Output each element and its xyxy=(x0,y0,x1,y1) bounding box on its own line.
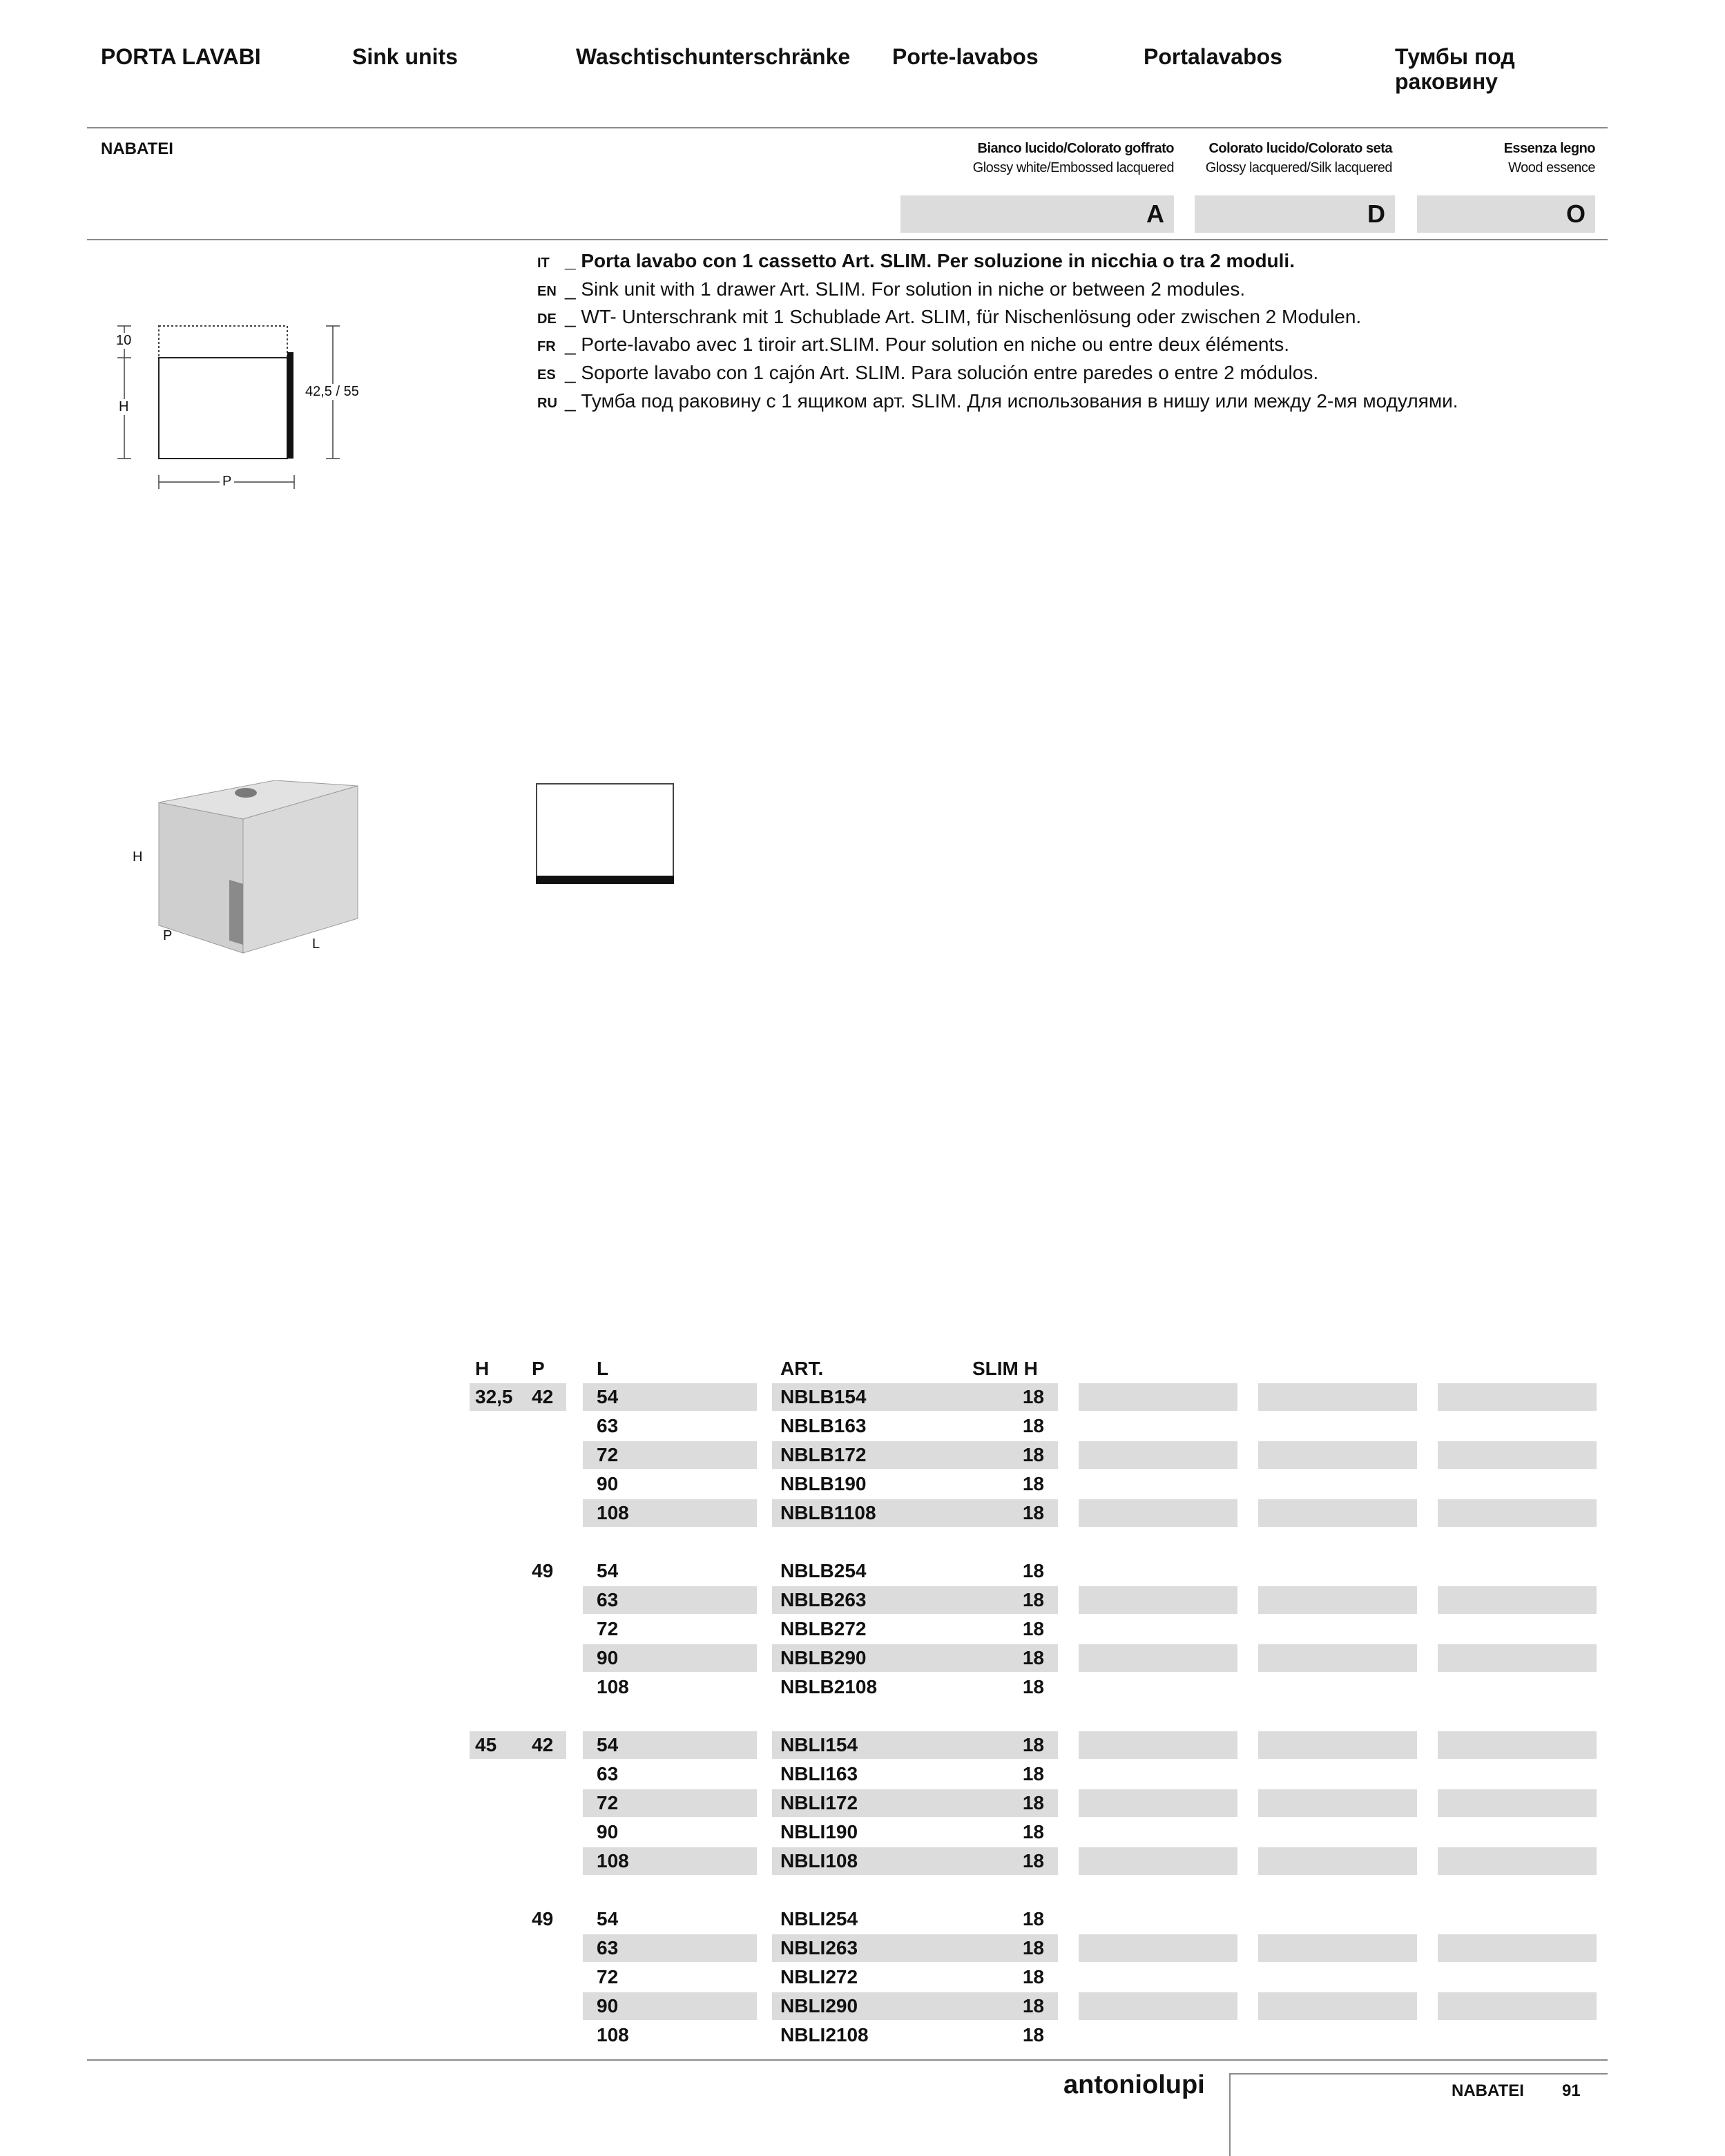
lang-sep: _ xyxy=(565,334,581,355)
cell-art: NBLI172 xyxy=(780,1792,858,1813)
lang-code: EN xyxy=(537,284,557,299)
cell-art: NBLB154 xyxy=(780,1386,867,1407)
section-name: NABATEI xyxy=(101,139,173,158)
dimension-h: H xyxy=(119,399,129,414)
cell-art: NBLB254 xyxy=(780,1560,867,1581)
row-shade xyxy=(1079,1441,1237,1469)
footer-box xyxy=(1229,2073,1608,2156)
product-render xyxy=(124,780,373,960)
row-shade xyxy=(1258,1441,1417,1469)
cell-art: NBLI290 xyxy=(780,1995,858,2017)
cell-art: NBLB172 xyxy=(780,1444,867,1465)
row-shade xyxy=(1258,1789,1417,1817)
cell-art: NBLB290 xyxy=(780,1647,867,1668)
side-view-drawing xyxy=(110,318,387,497)
cell-slim: 18 xyxy=(1022,1908,1044,1929)
cell-l: 54 xyxy=(597,1734,619,1755)
cell-slim: 18 xyxy=(1022,1444,1044,1465)
row-shade xyxy=(1079,1934,1237,1962)
cell-art: NBLB190 xyxy=(780,1473,867,1494)
header-title-de: Waschtischunterschränke xyxy=(576,44,851,69)
row-shade xyxy=(1438,1789,1597,1817)
cell-p: 49 xyxy=(532,1560,554,1581)
row-shade xyxy=(1079,1644,1237,1672)
row-shade xyxy=(1438,1586,1597,1614)
row-shade xyxy=(1438,1383,1597,1411)
lang-code: ES xyxy=(537,367,556,383)
lang-sep: _ xyxy=(565,306,581,327)
cell-slim: 18 xyxy=(1022,1560,1044,1581)
brand-logo: antoniolupi xyxy=(1063,2070,1205,2099)
finish-code-a: A xyxy=(900,195,1174,233)
finish-code-o: O xyxy=(1417,195,1595,233)
cell-l: 108 xyxy=(597,1676,629,1697)
cell-l: 54 xyxy=(597,1908,619,1929)
finish-code-d: D xyxy=(1195,195,1395,233)
lang-sep: _ xyxy=(565,390,581,412)
row-shade xyxy=(1258,1992,1417,2020)
dimension-height: 42,5 / 55 xyxy=(305,384,359,399)
row-shade xyxy=(1438,1441,1597,1469)
description-es xyxy=(537,359,1318,387)
cell-art: NBLI163 xyxy=(780,1763,858,1784)
cell-slim: 18 xyxy=(1022,1589,1044,1610)
cell-l: 54 xyxy=(597,1560,619,1581)
side-view-diagram xyxy=(110,318,387,497)
cell-l: 90 xyxy=(597,1821,619,1842)
row-shade xyxy=(1438,1644,1597,1672)
cell-art: NBLI263 xyxy=(780,1937,858,1958)
cell-l: 72 xyxy=(597,1618,619,1639)
row-shade xyxy=(1079,1789,1237,1817)
cell-art: NBLB163 xyxy=(780,1415,867,1436)
cell-slim: 18 xyxy=(1022,1502,1044,1523)
row-shade xyxy=(1079,1499,1237,1527)
header-divider xyxy=(87,127,1608,128)
row-shade xyxy=(1258,1847,1417,1875)
cell-l: 63 xyxy=(597,1937,619,1958)
cell-art: NBLI2108 xyxy=(780,2024,869,2046)
finish-a-subtitle: Glossy white/Embossed lacquered xyxy=(972,160,1174,175)
cell-slim: 18 xyxy=(1022,2024,1044,2046)
page-number: 91 xyxy=(1562,2081,1581,2100)
cell-l: 90 xyxy=(597,1647,619,1668)
footer-section: NABATEI xyxy=(1452,2081,1524,2100)
cell-h: 32,5 xyxy=(475,1386,513,1407)
cell-l: 63 xyxy=(597,1763,619,1784)
finish-d-subtitle: Glossy lacquered/Silk lacquered xyxy=(1205,160,1392,175)
cell-l: 72 xyxy=(597,1792,619,1813)
cell-art: NBLI254 xyxy=(780,1908,858,1929)
column-header-h: H xyxy=(475,1358,490,1379)
module-icon xyxy=(536,783,674,884)
description-fr xyxy=(537,331,1289,358)
description-text: Porte-lavabo avec 1 tiroir art.SLIM. Pour solution en niche ou entre deux éléments. xyxy=(581,334,1290,355)
header-title-es: Portalavabos xyxy=(1144,44,1282,69)
cell-slim: 18 xyxy=(1022,1821,1044,1842)
row-shade xyxy=(1438,1934,1597,1962)
row-shade xyxy=(1438,1847,1597,1875)
finish-o-subtitle: Wood essence xyxy=(1508,160,1595,175)
render-label-p: P xyxy=(163,928,173,943)
cell-l: 108 xyxy=(597,2024,629,2046)
finish-a-title: Bianco lucido/Colorato goffrato xyxy=(977,141,1174,156)
cell-slim: 18 xyxy=(1022,1763,1044,1784)
header-title-it: PORTA LAVABI xyxy=(101,44,261,69)
lang-code: IT xyxy=(537,256,550,271)
cell-slim: 18 xyxy=(1022,1937,1044,1958)
cell-p: 49 xyxy=(532,1908,554,1929)
column-header-art: ART. xyxy=(780,1358,824,1379)
row-shade xyxy=(1258,1499,1417,1527)
row-shade xyxy=(1079,1383,1237,1411)
cell-l: 72 xyxy=(597,1966,619,1987)
cell-art: NBLI154 xyxy=(780,1734,858,1755)
row-shade xyxy=(1258,1934,1417,1962)
cell-l: 90 xyxy=(597,1995,619,2017)
finish-o-title: Essenza legno xyxy=(1503,141,1595,156)
cell-slim: 18 xyxy=(1022,1734,1044,1755)
cell-slim: 18 xyxy=(1022,1415,1044,1436)
description-text: Soporte lavabo con 1 cajón Art. SLIM. Para solución entre paredes o entre 2 módulos. xyxy=(581,362,1319,383)
description-text: Sink unit with 1 drawer Art. SLIM. For solution in niche or between 2 modules. xyxy=(581,278,1246,300)
row-shade xyxy=(1438,1731,1597,1759)
cell-slim: 18 xyxy=(1022,1676,1044,1697)
lang-sep: _ xyxy=(565,250,581,271)
module-icon-drawer xyxy=(536,876,674,884)
description-de xyxy=(537,303,1361,331)
cell-l: 54 xyxy=(597,1386,619,1407)
column-header-l: L xyxy=(597,1358,609,1379)
header-title-en: Sink units xyxy=(352,44,458,69)
lang-code: RU xyxy=(537,396,557,411)
render-label-h: H xyxy=(133,849,143,865)
footer-divider xyxy=(87,2059,1608,2061)
description-ru xyxy=(537,387,1458,415)
row-shade xyxy=(1258,1731,1417,1759)
description-en xyxy=(537,276,1245,303)
row-shade xyxy=(1258,1586,1417,1614)
cell-slim: 18 xyxy=(1022,1473,1044,1494)
cell-slim: 18 xyxy=(1022,1386,1044,1407)
cell-l: 63 xyxy=(597,1589,619,1610)
lang-sep: _ xyxy=(565,278,581,300)
cell-l: 108 xyxy=(597,1850,629,1871)
cell-l: 72 xyxy=(597,1444,619,1465)
cell-l: 90 xyxy=(597,1473,619,1494)
row-shade xyxy=(1438,1992,1597,2020)
finish-d-title: Colorato lucido/Colorato seta xyxy=(1208,141,1392,156)
cell-slim: 18 xyxy=(1022,1792,1044,1813)
cell-l: 108 xyxy=(597,1502,629,1523)
render-label-l: L xyxy=(312,936,320,952)
description-text: WT- Unterschrank mit 1 Schublade Art. SLIM, für Nischenlösung oder zwischen 2 Modulen. xyxy=(581,306,1362,327)
cell-p: 42 xyxy=(532,1386,554,1407)
row-shade xyxy=(1258,1644,1417,1672)
description-text: Porta lavabo con 1 cassetto Art. SLIM. Per soluzione in nicchia o tra 2 moduli. xyxy=(581,250,1295,271)
cell-art: NBLI272 xyxy=(780,1966,858,1987)
row-shade xyxy=(1079,1847,1237,1875)
dimension-top: 10 xyxy=(116,333,132,348)
cell-art: NBLI108 xyxy=(780,1850,858,1871)
product-render-drawing xyxy=(124,780,373,960)
cell-slim: 18 xyxy=(1022,1850,1044,1871)
row-shade xyxy=(1079,1992,1237,2020)
cell-art: NBLB263 xyxy=(780,1589,867,1610)
cell-slim: 18 xyxy=(1022,1995,1044,2017)
row-shade xyxy=(1438,1499,1597,1527)
column-header-p: P xyxy=(532,1358,545,1379)
header-title-ru: Тумбы под раковину xyxy=(1395,44,1515,94)
cell-slim: 18 xyxy=(1022,1647,1044,1668)
header-title-fr: Porte-lavabos xyxy=(892,44,1039,69)
row-shade xyxy=(1258,1383,1417,1411)
dimension-p: P xyxy=(220,474,234,490)
cell-art: NBLB272 xyxy=(780,1618,867,1639)
cell-slim: 18 xyxy=(1022,1618,1044,1639)
description-text: Тумба под раковину с 1 ящиком арт. SLIM. Для использования в нишу или между 2-мя модулями. xyxy=(581,390,1458,412)
description-it xyxy=(537,247,1295,275)
row-shade xyxy=(1079,1586,1237,1614)
row-shade xyxy=(1079,1731,1237,1759)
cell-art: NBLI190 xyxy=(780,1821,858,1842)
cell-h: 45 xyxy=(475,1734,497,1755)
lang-code: FR xyxy=(537,339,556,354)
lang-code: DE xyxy=(537,311,557,327)
cell-p: 42 xyxy=(532,1734,554,1755)
lang-sep: _ xyxy=(565,362,581,383)
cell-art: NBLB1108 xyxy=(780,1502,876,1523)
cell-l: 63 xyxy=(597,1415,619,1436)
cell-slim: 18 xyxy=(1022,1966,1044,1987)
column-header-slim: SLIM H xyxy=(972,1358,1038,1379)
cell-art: NBLB2108 xyxy=(780,1676,878,1697)
section-divider xyxy=(87,239,1608,240)
